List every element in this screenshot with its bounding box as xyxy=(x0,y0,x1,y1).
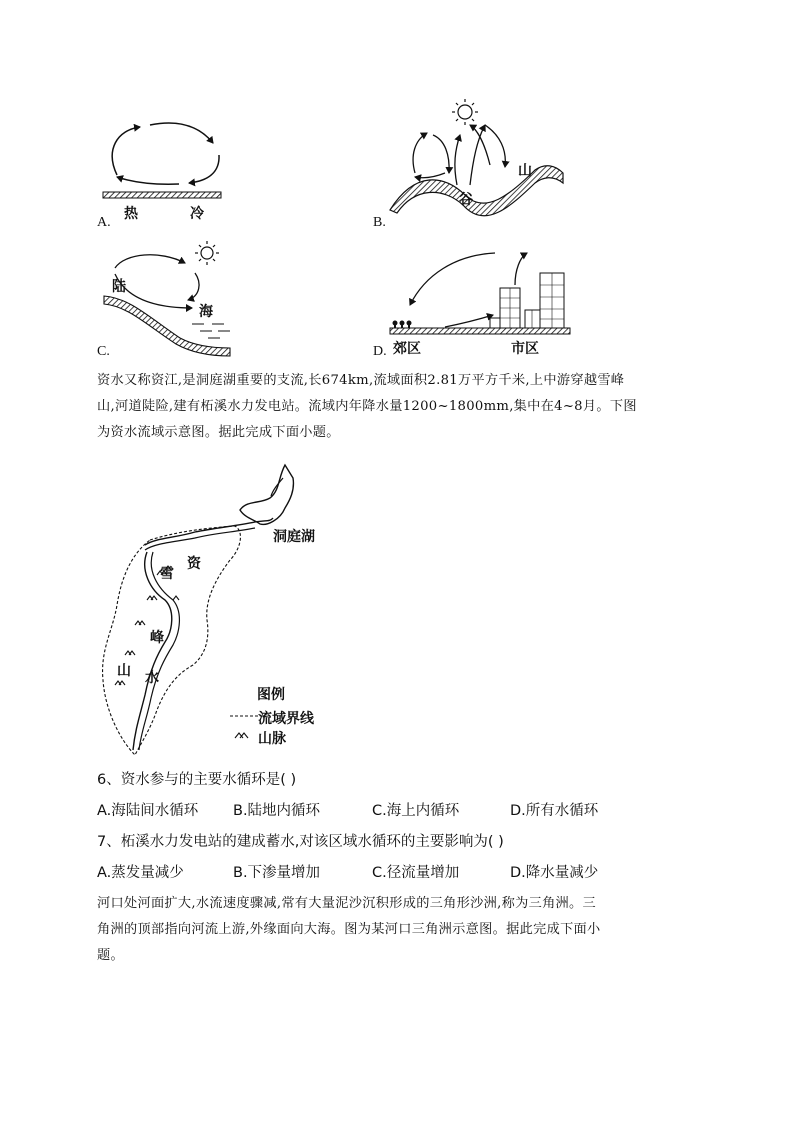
question-6-stem: 6、资水参与的主要水循环是( ) xyxy=(97,772,297,788)
figure-d-label: D. xyxy=(373,344,387,359)
question-7-option-c[interactable]: C.径流量增加 xyxy=(372,865,460,881)
mountain-label: 山 xyxy=(518,163,532,179)
passage-1-line-3: 为资水流域示意图。据此完成下面小题。 xyxy=(97,425,340,440)
sun-icon xyxy=(195,241,219,265)
figure-c-label: C. xyxy=(97,344,110,359)
map-mountain-char-1: 雪 xyxy=(160,566,174,582)
land-label: 陆 xyxy=(112,279,126,295)
legend-title: 图例 xyxy=(257,687,285,703)
question-6-option-c[interactable]: C.海上内循环 xyxy=(372,803,460,819)
basin-map-diagram xyxy=(95,460,355,760)
cold-label: 冷 xyxy=(190,206,204,222)
passage-1-line-2: 山,河道陡险,建有柘溪水力发电站。流域内年降水量1200~1800mm,集中在4~8月。下图 xyxy=(97,399,637,414)
figure-b-label: B. xyxy=(373,215,386,230)
question-6-option-a[interactable]: A.海陆间水循环 xyxy=(97,803,199,819)
question-7-option-d[interactable]: D.降水量减少 xyxy=(510,865,599,881)
map-river-char-1: 资 xyxy=(187,556,201,572)
question-7-option-b[interactable]: B.下渗量增加 xyxy=(233,865,321,881)
legend-boundary-label: 流域界线 xyxy=(258,711,314,727)
map-lake-label: 洞庭湖 xyxy=(273,529,315,545)
figure-d-diagram xyxy=(385,245,575,345)
mountain-icon xyxy=(235,733,248,738)
passage-2-line-1: 河口处河面扩大,水流速度骤减,常有大量泥沙沉积形成的三角形沙洲,称为三角洲。三 xyxy=(97,896,597,911)
passage-1 xyxy=(97,368,697,446)
map-mountain-char-2: 峰 xyxy=(150,630,164,646)
map-mountain-char-3: 山 xyxy=(117,663,131,679)
figure-a-label: A. xyxy=(97,215,111,230)
passage-2-line-2: 角洲的顶部指向河流上游,外缘面向大海。图为某河口三角洲示意图。据此完成下面小 xyxy=(97,922,601,937)
question-7-option-a[interactable]: A.蒸发量减少 xyxy=(97,865,184,881)
passage-2-line-3: 题。 xyxy=(97,948,124,963)
sea-label: 海 xyxy=(199,304,213,320)
figure-b-diagram xyxy=(385,95,565,235)
hot-label: 热 xyxy=(124,206,138,222)
figure-a-diagram xyxy=(95,115,235,225)
valley-label: 谷 xyxy=(459,192,473,208)
passage-1-line-1: 资水又称资江,是洞庭湖重要的支流,长674km,流域面积2.81万平方千米,上中游穿越雪峰 xyxy=(97,373,625,388)
sun-icon xyxy=(452,99,478,125)
city-label: 市区 xyxy=(511,341,539,357)
question-6-option-b[interactable]: B.陆地内循环 xyxy=(233,803,321,819)
suburb-label: 郊区 xyxy=(393,341,421,357)
map-river-char-2: 水 xyxy=(145,670,159,686)
legend-mountain-label: 山脉 xyxy=(258,731,286,747)
passage-2 xyxy=(97,891,697,969)
question-7-stem: 7、柘溪水力发电站的建成蓄水,对该区域水循环的主要影响为( ) xyxy=(97,834,504,850)
question-6-option-d[interactable]: D.所有水循环 xyxy=(510,803,599,819)
figure-c-diagram xyxy=(100,238,250,358)
